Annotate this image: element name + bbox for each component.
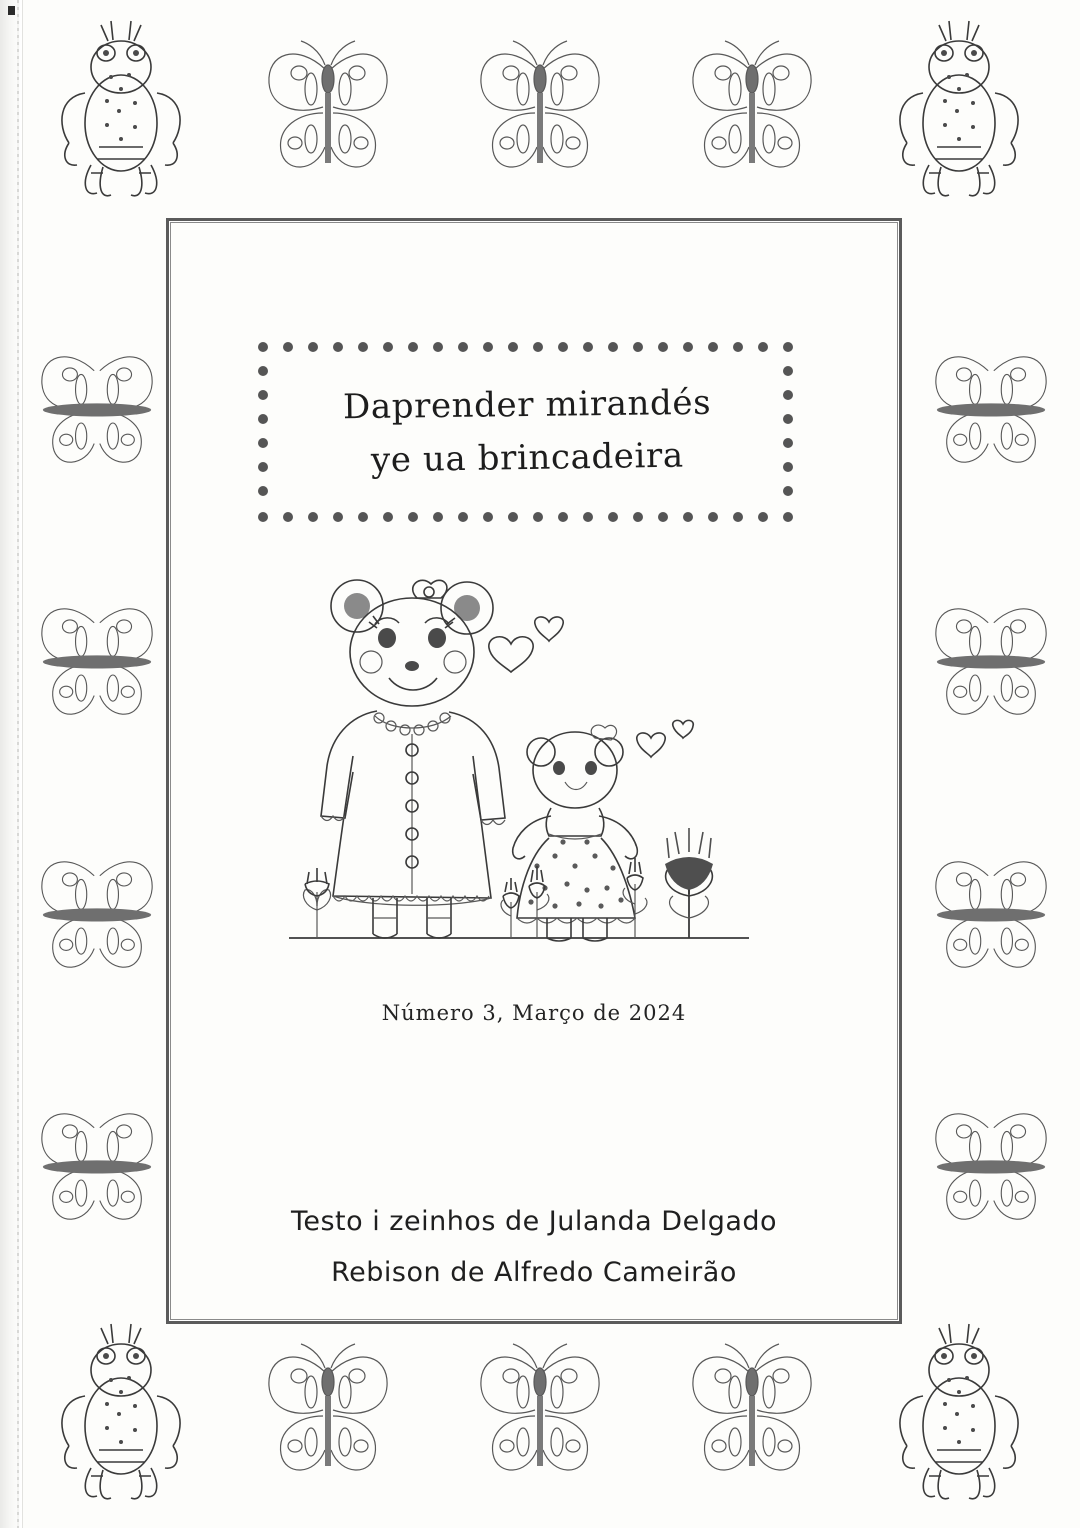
- butterfly-icon: [921, 581, 1061, 746]
- top-decorative-border: [20, 10, 1060, 215]
- butterfly-icon: [921, 834, 1061, 999]
- scan-edge-artifact: [0, 0, 23, 1528]
- issue-label: Número 3, Março de 2024: [381, 1001, 687, 1025]
- title-block: [255, 339, 800, 525]
- butterfly-icon: [921, 329, 1061, 494]
- frog-icon: [889, 1318, 1029, 1513]
- page-title-line-1: Daprender mirandés: [343, 383, 712, 428]
- butterfly-icon: [27, 329, 167, 494]
- butterfly-icon: [677, 35, 827, 190]
- butterfly-icon: [465, 1338, 615, 1493]
- butterfly-icon: [253, 35, 403, 190]
- cover-frame: [166, 218, 902, 1324]
- butterfly-icon: [921, 1086, 1061, 1251]
- butterfly-icon: [677, 1338, 827, 1493]
- scan-speck: [8, 6, 15, 15]
- butterfly-icon: [27, 1086, 167, 1251]
- bottom-decorative-border: [20, 1313, 1060, 1518]
- right-decorative-border: [916, 285, 1066, 1295]
- scan-streak: [17, 0, 19, 1528]
- credits-block: [169, 1196, 899, 1299]
- butterfly-icon: [27, 581, 167, 746]
- frog-icon: [51, 15, 191, 210]
- credit-author: Testo i zeinhos de Julanda Delgado: [290, 1206, 778, 1237]
- butterfly-icon: [253, 1338, 403, 1493]
- bear-and-doll-illustration: [279, 566, 779, 966]
- butterfly-icon: [465, 35, 615, 190]
- credit-reviewer: Rebison de Alfredo Cameirão: [331, 1257, 737, 1289]
- page-title-line-2: ye ua brincadeira: [370, 435, 685, 481]
- butterfly-icon: [27, 834, 167, 999]
- left-decorative-border: [22, 285, 172, 1295]
- frog-icon: [889, 15, 1029, 210]
- frog-icon: [51, 1318, 191, 1513]
